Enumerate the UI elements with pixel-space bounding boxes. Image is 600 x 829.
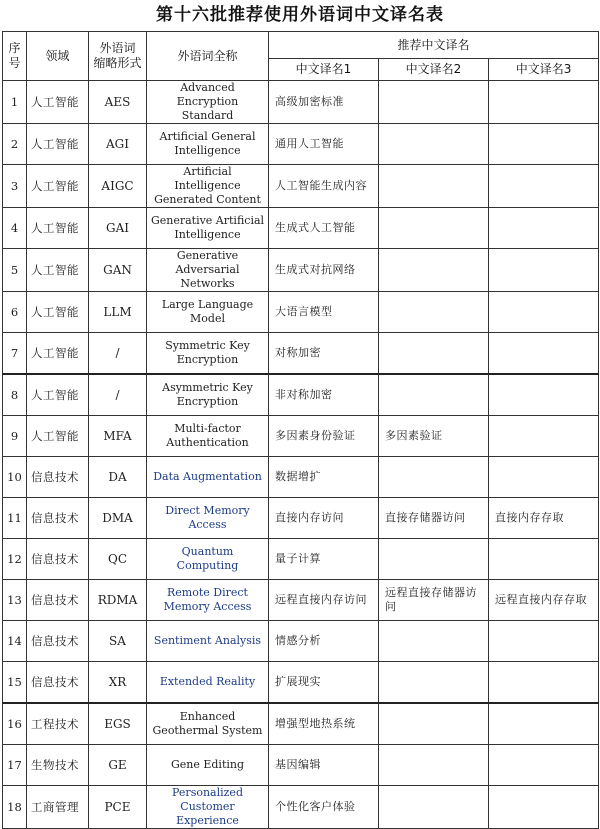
row-chinese-name-1: 个性化客户体验 [269, 786, 379, 829]
table-row [3, 745, 599, 786]
table-row [3, 208, 599, 249]
row-chinese-name-1: 扩展现实 [269, 662, 379, 704]
row-number: 9 [3, 416, 27, 457]
row-chinese-name-1: 数据增扩 [269, 457, 379, 498]
row-number: 12 [3, 539, 27, 580]
row-full-name: Sentiment Analysis [147, 621, 269, 662]
row-chinese-name-1: 高级加密标准 [269, 81, 379, 124]
row-abbreviation: / [89, 374, 147, 416]
row-chinese-name-2 [379, 249, 489, 292]
row-chinese-name-1: 生成式对抗网络 [269, 249, 379, 292]
row-number: 4 [3, 208, 27, 249]
row-full-name: Gene Editing [147, 745, 269, 786]
table-body [3, 81, 599, 829]
row-chinese-name-1: 情感分析 [269, 621, 379, 662]
row-full-name: Large Language Model [147, 292, 269, 333]
table-row [3, 786, 599, 829]
row-chinese-name-3 [489, 208, 599, 249]
row-chinese-name-1: 量子计算 [269, 539, 379, 580]
translation-table [2, 31, 599, 829]
row-domain: 工程技术 [27, 703, 89, 745]
row-chinese-name-2 [379, 786, 489, 829]
row-chinese-name-1: 多因素身份验证 [269, 416, 379, 457]
row-domain: 人工智能 [27, 333, 89, 375]
row-chinese-name-1: 非对称加密 [269, 374, 379, 416]
header-recommended: 推荐中文译名 [269, 32, 599, 59]
row-number: 18 [3, 786, 27, 829]
row-domain: 工商管理 [27, 786, 89, 829]
row-abbreviation: DA [89, 457, 147, 498]
row-domain: 人工智能 [27, 292, 89, 333]
row-chinese-name-2 [379, 81, 489, 124]
row-chinese-name-1: 直接内存访问 [269, 498, 379, 539]
row-number: 7 [3, 333, 27, 375]
row-chinese-name-3 [489, 703, 599, 745]
row-abbreviation: AGI [89, 124, 147, 165]
row-chinese-name-1: 基因编辑 [269, 745, 379, 786]
row-chinese-name-2: 远程直接存储器访问 [379, 580, 489, 621]
row-abbreviation: QC [89, 539, 147, 580]
table-row [3, 457, 599, 498]
row-number: 2 [3, 124, 27, 165]
row-chinese-name-3 [489, 662, 599, 704]
row-chinese-name-1: 通用人工智能 [269, 124, 379, 165]
row-chinese-name-2 [379, 208, 489, 249]
row-chinese-name-1: 生成式人工智能 [269, 208, 379, 249]
row-chinese-name-3 [489, 539, 599, 580]
row-chinese-name-3 [489, 81, 599, 124]
row-chinese-name-2 [379, 333, 489, 375]
row-domain: 信息技术 [27, 662, 89, 704]
row-abbreviation: MFA [89, 416, 147, 457]
row-number: 16 [3, 703, 27, 745]
row-full-name: Quantum Computing [147, 539, 269, 580]
table-row [3, 662, 599, 704]
row-domain: 人工智能 [27, 416, 89, 457]
row-chinese-name-2 [379, 703, 489, 745]
row-full-name: Asymmetric Key Encryption [147, 374, 269, 416]
row-domain: 信息技术 [27, 498, 89, 539]
row-chinese-name-3 [489, 249, 599, 292]
row-chinese-name-1: 远程直接内存访问 [269, 580, 379, 621]
table-row [3, 249, 599, 292]
row-full-name: Generative Adversarial Networks [147, 249, 269, 292]
row-chinese-name-3 [489, 124, 599, 165]
row-domain: 信息技术 [27, 539, 89, 580]
row-number: 6 [3, 292, 27, 333]
row-domain: 信息技术 [27, 621, 89, 662]
row-number: 1 [3, 81, 27, 124]
header-abbr: 外语词 缩略形式 [89, 32, 147, 81]
row-chinese-name-2: 多因素验证 [379, 416, 489, 457]
header-full: 外语词全称 [147, 32, 269, 81]
row-chinese-name-3 [489, 165, 599, 208]
row-chinese-name-2 [379, 165, 489, 208]
row-full-name: Symmetric Key Encryption [147, 333, 269, 375]
row-chinese-name-2 [379, 292, 489, 333]
row-chinese-name-3 [489, 457, 599, 498]
row-full-name: Data Augmentation [147, 457, 269, 498]
row-domain: 信息技术 [27, 580, 89, 621]
row-chinese-name-3 [489, 786, 599, 829]
row-domain: 人工智能 [27, 374, 89, 416]
row-number: 3 [3, 165, 27, 208]
row-domain: 人工智能 [27, 165, 89, 208]
row-abbreviation: / [89, 333, 147, 375]
row-chinese-name-1: 增强型地热系统 [269, 703, 379, 745]
header-domain: 领域 [27, 32, 89, 81]
row-abbreviation: DMA [89, 498, 147, 539]
row-number: 11 [3, 498, 27, 539]
row-chinese-name-3: 直接内存存取 [489, 498, 599, 539]
table-row [3, 580, 599, 621]
header-name3: 中文译名3 [489, 59, 599, 81]
row-chinese-name-3 [489, 333, 599, 375]
row-abbreviation: GAI [89, 208, 147, 249]
row-chinese-name-2 [379, 621, 489, 662]
row-full-name: Enhanced Geothermal System [147, 703, 269, 745]
row-domain: 人工智能 [27, 208, 89, 249]
row-full-name: Direct Memory Access [147, 498, 269, 539]
row-abbreviation: GAN [89, 249, 147, 292]
row-abbreviation: PCE [89, 786, 147, 829]
table-row [3, 621, 599, 662]
row-chinese-name-2 [379, 124, 489, 165]
row-chinese-name-2 [379, 457, 489, 498]
header-row [3, 32, 599, 59]
table-row [3, 292, 599, 333]
row-chinese-name-3: 远程直接内存存取 [489, 580, 599, 621]
row-full-name: Advanced Encryption Standard [147, 81, 269, 124]
row-full-name: Multi-factor Authentication [147, 416, 269, 457]
table-row [3, 416, 599, 457]
row-chinese-name-3 [489, 621, 599, 662]
row-chinese-name-1: 人工智能生成内容 [269, 165, 379, 208]
header-name1: 中文译名1 [269, 59, 379, 81]
row-number: 8 [3, 374, 27, 416]
row-full-name: Extended Reality [147, 662, 269, 704]
row-domain: 生物技术 [27, 745, 89, 786]
table-row [3, 124, 599, 165]
table-row [3, 539, 599, 580]
row-chinese-name-2 [379, 662, 489, 704]
row-number: 14 [3, 621, 27, 662]
row-number: 15 [3, 662, 27, 704]
row-chinese-name-3 [489, 416, 599, 457]
row-chinese-name-3 [489, 292, 599, 333]
row-full-name: Remote Direct Memory Access [147, 580, 269, 621]
row-domain: 人工智能 [27, 124, 89, 165]
table-row [3, 703, 599, 745]
table-row [3, 81, 599, 124]
row-chinese-name-3 [489, 745, 599, 786]
row-abbreviation: LLM [89, 292, 147, 333]
row-full-name: Artificial General Intelligence [147, 124, 269, 165]
row-full-name: Generative Artificial Intelligence [147, 208, 269, 249]
row-abbreviation: AIGC [89, 165, 147, 208]
row-chinese-name-2 [379, 745, 489, 786]
table-title: 第十六批推荐使用外语词中文译名表 [156, 5, 444, 25]
row-chinese-name-1: 对称加密 [269, 333, 379, 375]
row-abbreviation: GE [89, 745, 147, 786]
row-number: 5 [3, 249, 27, 292]
header-seq: 序 号 [3, 32, 27, 81]
header-name2: 中文译名2 [379, 59, 489, 81]
row-number: 10 [3, 457, 27, 498]
table-row [3, 165, 599, 208]
row-full-name: Artificial Intelligence Generated Content [147, 165, 269, 208]
row-domain: 人工智能 [27, 249, 89, 292]
row-abbreviation: XR [89, 662, 147, 704]
row-chinese-name-2: 直接存储器访问 [379, 498, 489, 539]
row-abbreviation: EGS [89, 703, 147, 745]
table-row [3, 374, 599, 416]
row-abbreviation: RDMA [89, 580, 147, 621]
table-row [3, 333, 599, 375]
row-chinese-name-2 [379, 539, 489, 580]
row-abbreviation: SA [89, 621, 147, 662]
row-chinese-name-3 [489, 374, 599, 416]
row-domain: 信息技术 [27, 457, 89, 498]
table-row [3, 498, 599, 539]
row-abbreviation: AES [89, 81, 147, 124]
row-chinese-name-1: 大语言模型 [269, 292, 379, 333]
row-chinese-name-2 [379, 374, 489, 416]
row-domain: 人工智能 [27, 81, 89, 124]
row-number: 17 [3, 745, 27, 786]
row-full-name: Personalized Customer Experience [147, 786, 269, 829]
row-number: 13 [3, 580, 27, 621]
